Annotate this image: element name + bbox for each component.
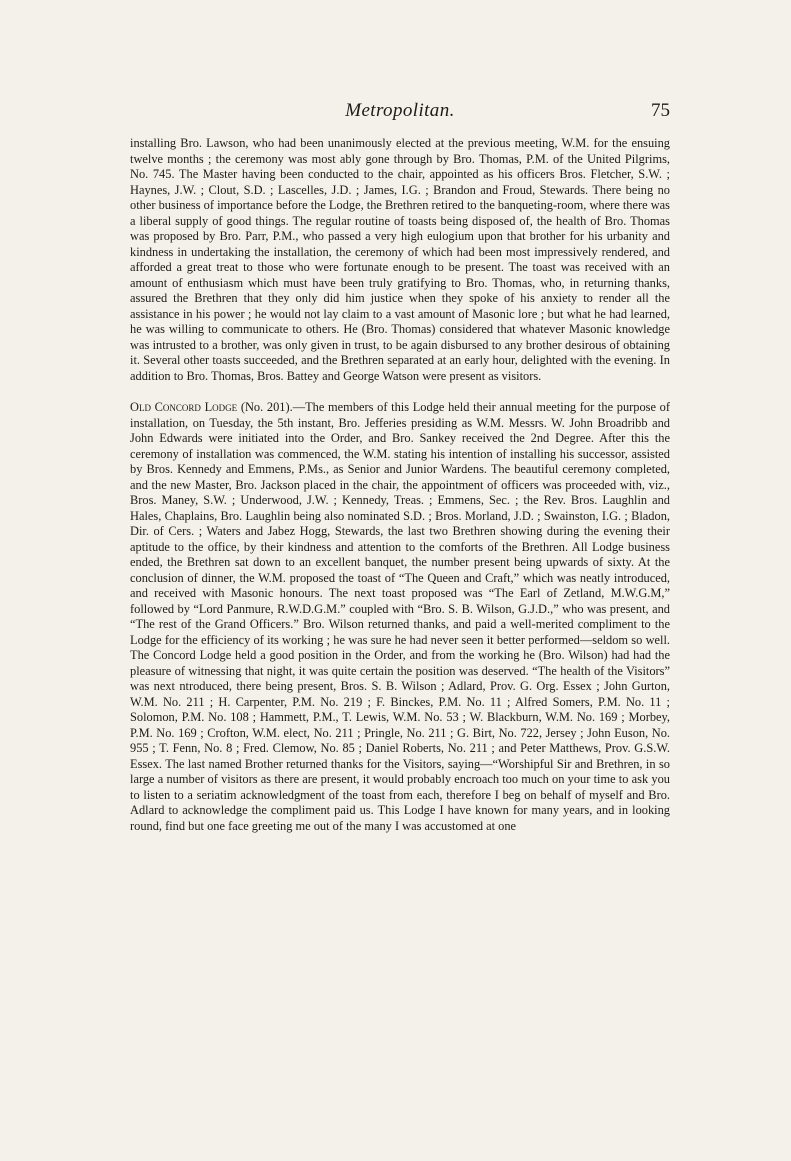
article-body (130, 136, 670, 834)
paragraph-installation (130, 136, 670, 384)
page-header (130, 100, 670, 124)
running-title: Metropolitan. (345, 100, 455, 121)
lodge-name-heading: Old Concord Lodge (130, 400, 238, 414)
paragraph-old-concord-lodge (130, 400, 670, 834)
paragraph-text: (No. 201).—The members of this Lodge held their annual meeting for the purpose of installation, on Tuesday, the 5th instant, Bro. Jefferies presiding as W.M. Messrs. W. John Broadribb and John Edwards were initiated into the Order, and Bro. Sankey received the 2nd Degree. After this the ceremony of installation was commenced, the W.M. stating his intention of installing his successor, assisted by Bros. Kennedy and Emmens, P.Ms., as Senior and Junior Wardens. The beautiful ceremony completed, and the new Master, Bro. Jackson placed in the chair, the appointment of officers was proceeded with, viz., Bros. Maney, S.W. ; Underwood, J.W. ; Kennedy, Treas. ; Emmens, Sec. ; the Rev. Bros. Laughlin and Hales, Chaplains, Bro. Laughlin being also nominated S.D. ; Bros. Morland, J.D. ; Swainston, I.G. ; Bladon, Dir. of Cers. ; Waters and Jabez Hogg, Stewards, the last two Brethren showing during the evening their aptitude to the office, by their kindness and attention to the comforts of the Brethren. All Lodge business ended, the Brethren sat down to an excellent banquet, the number present being upwards of sixty. At the conclusion of dinner, the W.M. proposed the toast of “The Queen and Craft,” which was neatly introduced, and received with Masonic honours. The next toast proposed was “The Earl of Zetland, M.W.G.M,” followed by “Lord Panmure, R.W.D.G.M.” coupled with “Bro. S. B. Wilson, G.J.D.,” who was present, and “The rest of the Grand Officers.” Bro. Wilson returned thanks, and paid a well-merited compliment to the Lodge for the efficiency of its working ; he was sure he had never seen it better performed—seldom so well. The Concord Lodge held a good position in the Order, and from the working he (Bro. Wilson) had had the pleasure of witnessing that night, it was quite certain the position was deserved. “The health of the Visitors” was next ntroduced, there being present, Bros. S. B. Wilson ; Adlard, Prov. G. Org. Essex ; John Gurton, W.M. No. 211 ; H. Carpenter, P.M. No. 219 ; F. Binckes, P.M. No. 11 ; Alfred Somers, P.M. No. 11 ; Solomon, P.M. No. 108 ; Hammett, P.M., T. Lewis, W.M. No. 53 ; W. Blackburn, W.M. No. 169 ; Morbey, P.M. No. 169 ; Crofton, W.M. elect, No. 211 ; Pringle, No. 211 ; G. Birt, No. 722, Jersey ; John Euson, No. 955 ; T. Fenn, No. 8 ; Fred. Clemow, No. 85 ; Daniel Roberts, No. 211 ; and Peter Matthews, Prov. G.S.W. Essex. The last named Brother returned thanks for the Visitors, saying—“Worshipful Sir and Brethren, in so large a number of visitors as there are present, it would probably encroach too much on your time to ask you to listen to a seriatim acknowledgment of the toast from each, therefore I beg on behalf of myself and Bro. Adlard to acknowledge the compliment paid us. This Lodge I have known for many years, and in looking round, find but one face greeting me out of the many I was accustomed at one (130, 400, 670, 833)
paragraph-text: installing Bro. Lawson, who had been unanimously elected at the previous meeting, W.M. for the ensuing twelve months ; the ceremony was most ably gone through by Bro. Thomas, P.M. of the United Pilgrims, No. 745. The Master having been conducted to the chair, appointed as his officers Bros. Fletcher, S.W. ; Haynes, J.W. ; Clout, S.D. ; Lascelles, J.D. ; James, I.G. ; Brandon and Froud, Stewards. There being no other business of importance before the Lodge, the Brethren retired to the banqueting-room, where there was a liberal supply of good things. The regular routine of toasts being disposed of, the health of Bro. Thomas was proposed by Bro. Parr, P.M., who passed a very high eulogium upon that brother for his urbanity and kindness in undertaking the installation, the ceremony of which had been most impressively rendered, and afforded a great treat to those who were fortunate enough to be present. The toast was received with an amount of enthusiasm which must have been truly gratifying to Bro. Thomas, who, in returning thanks, assured the Brethren that they only did him justice when they spoke of his anxiety to render all the assistance in his power ; he would not lay claim to a vast amount of Masonic lore ; but what he had learned, he was willing to communicate to others. He (Bro. Thomas) considered that whatever Masonic knowledge was intrusted to a brother, was only given in trust, to be again disbursed to any brother desirous of obtaining it. Several other toasts succeeded, and the Brethren separated at an early hour, delighted with the evening. In addition to Bro. Thomas, Bros. Battey and George Watson were present as visitors. (130, 136, 670, 383)
page-number: 75 (651, 100, 670, 121)
